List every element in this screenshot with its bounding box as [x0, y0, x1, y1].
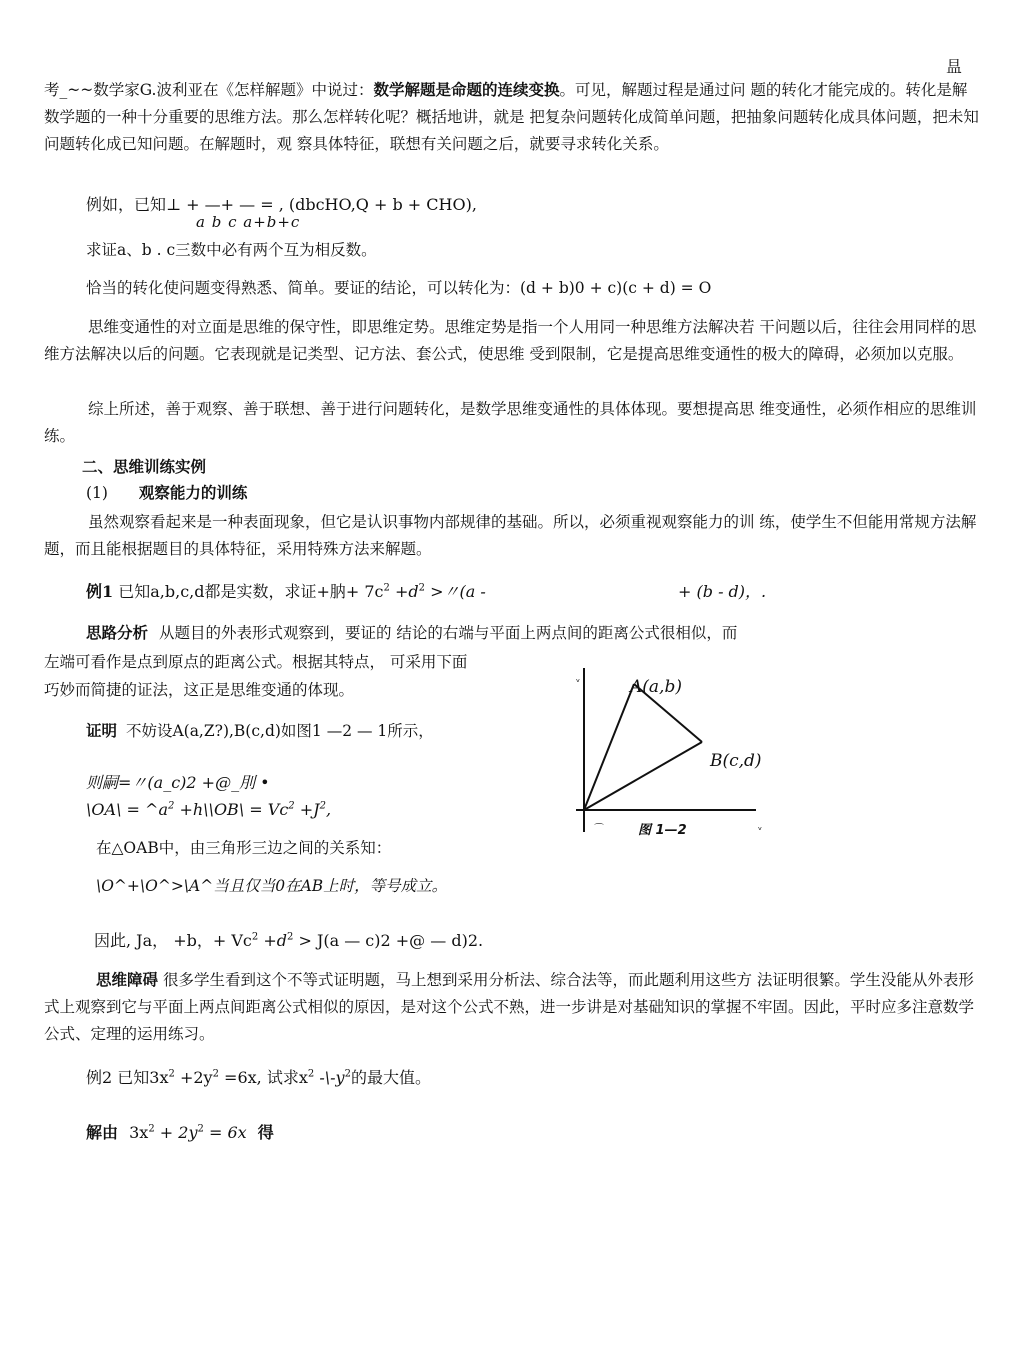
segment-oa: [584, 684, 634, 810]
proof-line1: 证明 不妨设A(a,Z?),B(c,d)如图1 —2 — 1所示，: [86, 721, 434, 740]
point-b-label: B(c,d): [710, 751, 762, 771]
solution-line: 解由 $3x^2 + 2y^2 = 6x$ 得: [86, 1123, 274, 1142]
example-given: 例如，已知⊥ + —+ — = , (dbcHO,Q + b + CHO),: [86, 195, 477, 214]
example2-statement: 例2 已知$3x^2 +2y^2 =6x$, 试求$x^2$ $-\backslash-y^2$的最大值。: [86, 1068, 431, 1087]
obstacle-label: 思维障碍: [96, 970, 159, 989]
subsection-heading: [86, 481, 247, 503]
x-axis-tick: ᵥ: [758, 822, 763, 833]
proof-line4: 在△OAB中，由三角形三边之间的关系知：: [96, 839, 392, 857]
intro-rest: 。可见，解题过程是通过问 题的转化才能完成的。转化是解数学题的一种十分重要的思维方法。那么怎样转化呢？概括地讲，就是 把复杂问题转化成简单问题，把抽象问题转化成具体问题，把未知问题转化成已知问题。在解题时，观 察具体特征，联想有关问题之后，就要寻求转化关系。: [44, 81, 979, 153]
analysis-line3: 巧妙而简捷的证法，这正是思维变通的体现。: [44, 681, 355, 699]
header-mark: 昷: [946, 57, 963, 76]
example-denominators: a b c a+b+c: [196, 213, 301, 231]
proof-label: 证明: [86, 721, 118, 740]
example1-text: 已知a,b,c,d都是实数，求证+肭+ $7c^2 +d^2$ >〃(a -: [118, 582, 486, 601]
example-conversion: 恰当的转化使问题变得熟悉、简单。要证的结论，可以转化为：(d + b)0 + c)(c + d) = O: [86, 279, 712, 297]
analysis-label: 思路分析: [86, 623, 149, 642]
figure-caption: 图 1—2: [638, 823, 687, 838]
proof-line6: 因此, Ja， +b，+ $Vc^2 +d^2 > J(a$ — c)2 +@ — d)2.: [94, 931, 484, 950]
summary-paragraph: 综上所述，善于观察、善于联想、善于进行问题转化，是数学思维变通性的具体体现。要想提高思 维变通性，必须作相应的思维训练。: [44, 400, 977, 445]
example1-statement: [86, 579, 486, 602]
triangle-figure: [560, 660, 780, 840]
example1-label: 例1: [86, 582, 114, 601]
analysis-line1: 思路分析 从题目的外表形式观察到，要证的 结论的右端与平面上两点间的距离公式很相似，而: [86, 623, 738, 642]
example1-right-side: + (b - d)，.: [678, 582, 767, 601]
example-claim: 求证a、b . c三数中必有两个互为相反数。: [86, 241, 377, 259]
subsection-title: 观察能力的训练: [138, 483, 248, 502]
intro-lead: 考_~~数学家G.波利亚在《怎样解题》中说过：: [44, 81, 374, 99]
analysis-line2: 左端可看作是点到原点的距离公式。根据其特点， 可采用下面: [44, 653, 468, 671]
point-a-label: A(a,b): [630, 677, 682, 697]
y-axis-tick: ᵥ: [576, 674, 581, 685]
section-heading: 二、思维训练实例: [82, 457, 207, 476]
proof-line2: 则嗣=〃(a_c)2 +@_刖 •: [86, 773, 270, 792]
subsection-number: (1): [86, 484, 108, 502]
proof-line5: \O^+\O^>\A^当且仅当0在AB上时，等号成立。: [96, 877, 448, 895]
intro-bold-quote: 数学解题是命题的连续变换: [373, 80, 560, 99]
segment-ob: [584, 742, 702, 810]
obstacle-paragraph: 思维障碍 很多学生看到这个不等式证明题，马上想到采用分析法、综合法等，而此题利用这些方 法证明很繁。学生没能从外表形式上观察到它与平面上两点间距离公式相似的原因，是对这个公式不熟，进一步讲是对基础知识的掌握不牢固。因此，平时应多注意数学公式、定理的运用练习。: [44, 970, 975, 1043]
solution-label: 解由: [86, 1123, 119, 1142]
proof-line3: \OA\ = $\^{}a^2$ +h\\OB\ = $Vc^2 +J^2$,: [86, 800, 332, 819]
intro-paragraph: [44, 76, 980, 158]
rigidity-paragraph: 思维变通性的对立面是思维的保守性，即思维定势。思维定势是指一个人用同一种思维方法解决若 干问题以后，往往会用同样的思维方法解决以后的问题。它表现就是记类型、记方法、套公式，使思维 受到限制，它是提高思维变通性的极大的障碍，必须加以克服。: [44, 318, 977, 363]
origin-mark: ⌒: [594, 824, 604, 835]
observation-paragraph: 虽然观察看起来是一种表面现象，但它是认识事物内部规律的基础。所以，必须重视观察能力的训 练，使学生不但能用常规方法解题，而且能根据题目的具体特征，采用特殊方法来解题。: [44, 513, 977, 558]
